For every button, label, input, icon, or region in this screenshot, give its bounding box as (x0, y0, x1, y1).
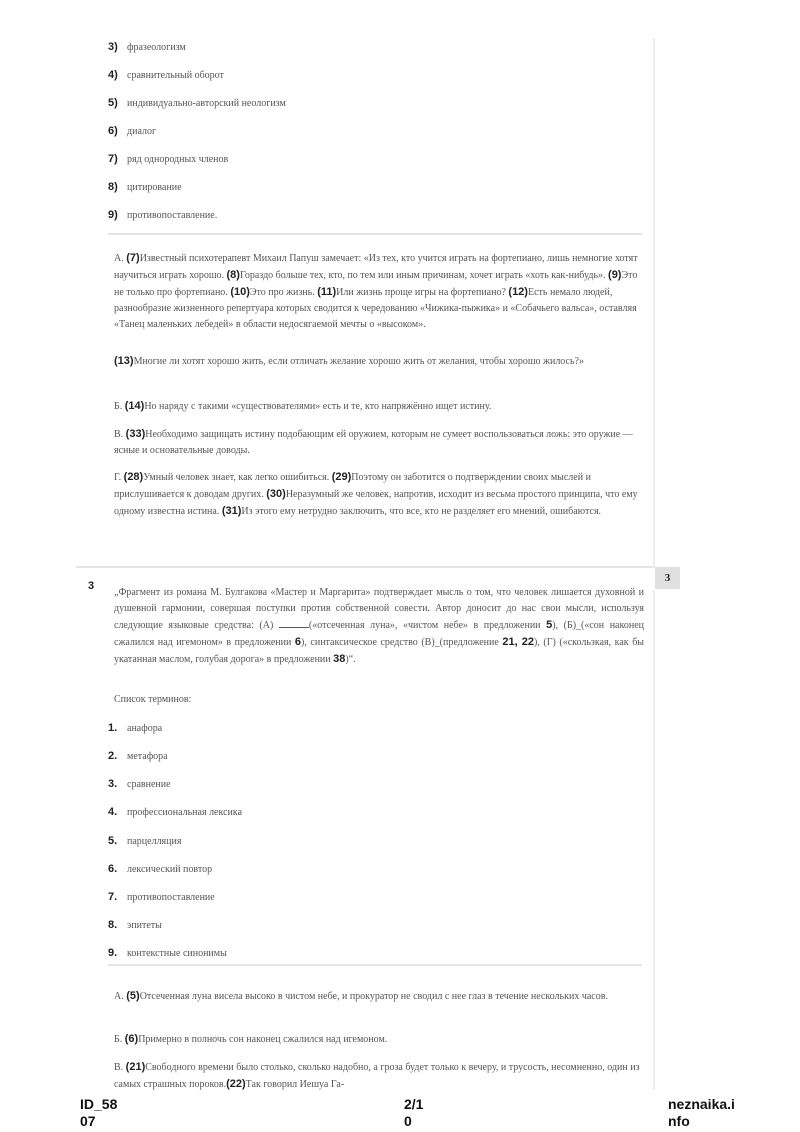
terms-label: Список терминов: (114, 694, 192, 705)
option-item: 9) противопоставление. (108, 209, 218, 221)
fragment-a-continued: (13)Многие ли хотят хорошо жить, если отличать желание хорошо жить от желания, чтобы хорошо жилось?» (114, 355, 584, 367)
section-divider-2 (76, 566, 654, 568)
fragment-a: А. (7)Известный психотерапевт Михаил Папуш замечает: «Из тех, кто учится играть на фортепиано, лишь немногие хотят научиться играть хорошо. (8)Гораздо больше тех, кто, по тем или иным причинам, хочет играть «хоть как-нибудь». (9)Это не только про фортепиано. (10)Это про жизнь. (11)Или жизнь проще игры на фортепиано? (12)Есть немало людей, разнообразие жизненного репертуара которых сводится к чередованию «Чижика-пыжика» и «Собачьего вальса», оставляя «Танец маленьких лебедей» в области недосягаемой мечты о «высоком». (114, 252, 638, 330)
column-divider-top (653, 38, 655, 568)
term-item: 5. парцелляция (108, 835, 182, 847)
option-item: 8) цитирование (108, 181, 182, 193)
fragment-v: В. (33)Необходимо защищать истину подобающим ей оружием, которым не сумеет воспользоваться ложь: это оружие — ясные и основательные доводы. (114, 428, 633, 456)
task-statement: „Фрагмент из романа М. Булгакова «Мастер и Маргарита» подтверждает мысль о том, что человек лишается духовной и душевной гармонии, совершая поступки против собственной совести. Автор доносит до нас свои мысли, используя следующие языковые средства: (А) («отсеченная луна», «чистом небе» в предложении 5), (Б)_(«сон наконец сжалился над игемоном» в предложении 6), синтаксическое средство (В)_(предложение 21, 22), (Г) («скользкая, как бы укатанная маслом, голубая дорога» в предложении 38)“. (114, 587, 645, 665)
fragment-g: Г. (28)Умный человек знает, как легко ошибиться. (29)Поэтому он заботится о подтверждении своих мыслей и прислушивается к доводам других. (30)Неразумный же человек, напротив, исходит из весьма простого принципа, что ему одному известна истина. (31)Из этого ему нетрудно заключить, что все, кто не разделяет его мнений, ошибаются. (114, 471, 638, 517)
footer-doc-id: ID_58 07 (80, 1096, 118, 1129)
term-item: 7. противопоставление (108, 891, 215, 903)
section-divider-3 (108, 964, 642, 966)
option-item: 5) индивидуально-авторский неологизм (108, 97, 286, 109)
option-item: 6) диалог (108, 125, 157, 137)
term-item: 9. контекстные синонимы (108, 947, 227, 959)
term-item: 8. эпитеты (108, 919, 162, 931)
fragment-b: Б. (14)Но наряду с такими «существователями» есть и те, кто напряжённо ищет истину. (114, 400, 492, 412)
option-item: 4) сравнительный оборот (108, 69, 224, 81)
term-item: 6. лексический повтор (108, 863, 213, 875)
term-item: 1. анафора (108, 722, 163, 734)
option-item: 3) фразеологизм (108, 41, 186, 53)
fragment-bottom-v: В. (21)Свободного времени было столько, сколько надобно, а гроза будет только к вечеру, и трусость, несомненно, один из самых страшных пороков.(22)Так говорил Иешуа Га- (114, 1061, 640, 1090)
footer-site: neznaika.i nfo (668, 1096, 735, 1129)
term-item: 3. сравнение (108, 778, 171, 790)
section-divider-1 (108, 233, 642, 235)
option-item: 7) ряд однородных членов (108, 153, 229, 165)
fragment-bottom-b: Б. (6)Примерно в полночь сон наконец сжалился над игемоном. (114, 1033, 388, 1045)
footer-page-number: 2/1 0 (404, 1096, 424, 1129)
term-item: 2. метафора (108, 750, 168, 762)
fragment-bottom-a: А. (5)Отсеченная луна висела высоко в чистом небе, и прокуратор не сводил с нее глаз в течение нескольких часов. (114, 990, 608, 1002)
task-number: 3 (88, 580, 95, 592)
column-divider-bottom (653, 590, 655, 1090)
task-badge: 3 (655, 567, 680, 589)
term-item: 4. профессиональная лексика (108, 806, 243, 818)
answer-blank[interactable] (279, 618, 309, 628)
